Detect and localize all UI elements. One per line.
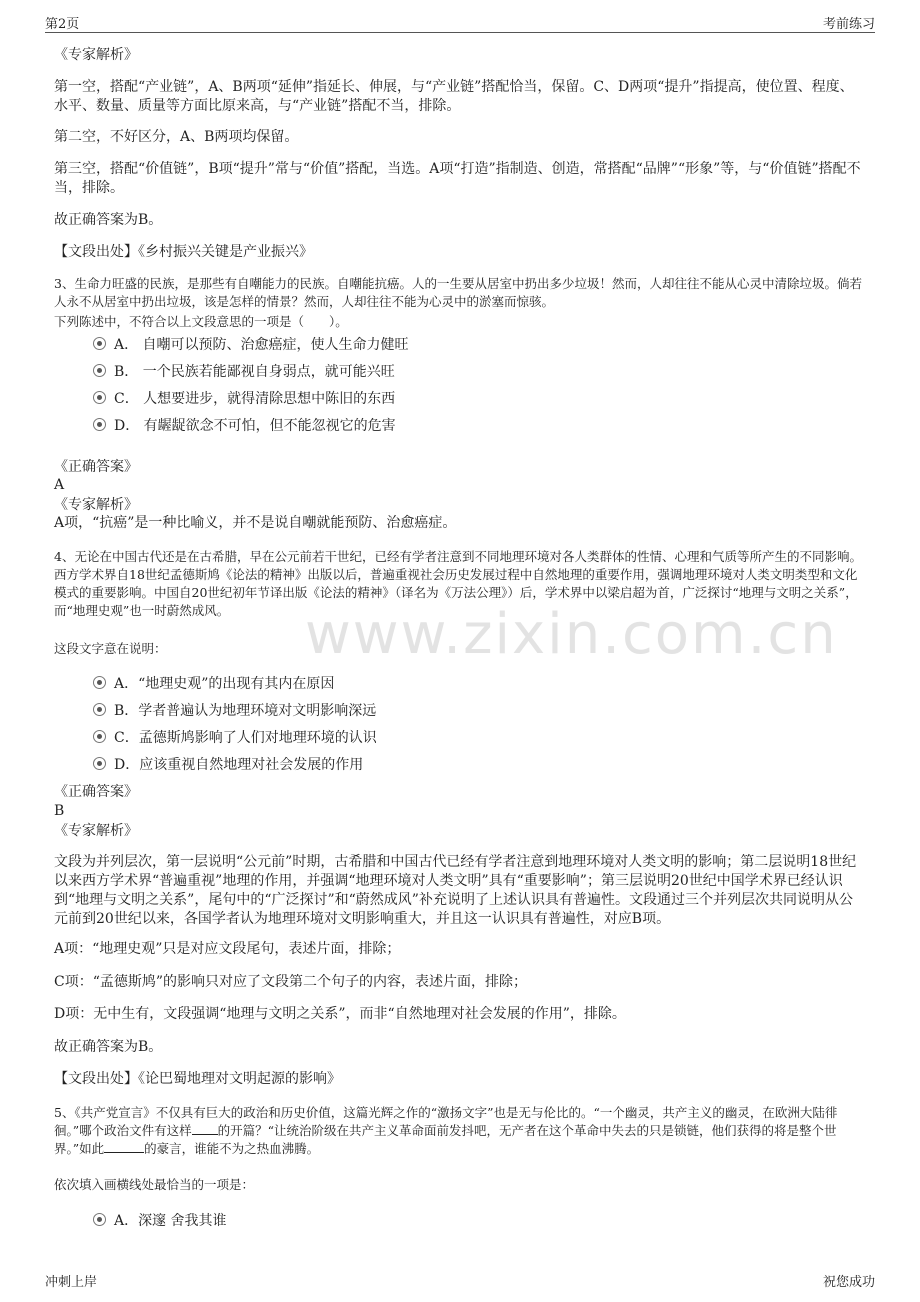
watermark: www.zixin.com.cn [305, 602, 838, 667]
radio-icon[interactable] [93, 337, 106, 350]
q2-analysis-p2: 第二空，不好区分，A、B两项均保留。 [54, 129, 299, 145]
radio-icon[interactable] [93, 364, 106, 377]
q4-analysis-label: 《专家解析》 [54, 823, 138, 839]
blank-1 [192, 1122, 218, 1135]
q4-stem: 4、无论在中国古代还是在古希腊，早在公元前若干世纪，已经有学者注意到不同地理环境对各人类群体的性情、心理和气质等所产生的不同影响。西方学术界自18世纪孟德斯鸠《论法的精神》出版以后，普遍重视社会历史发展过程中自然地理的重要作用，强调地理环境对人类文明类型和文化模式的重要影响。中国自20世纪初年节译出版《论法的精神》（译名为《万法公理》）后，学术界中以梁启超为首，广泛探讨“地理与文明之关系”，而“地理史观”也一时蔚然成风。 [54, 549, 862, 618]
q3-option-c[interactable]: C． 人想要进步，就得清除思想中陈旧的东西 [93, 390, 395, 409]
q4-analysis-p2: A项：“地理史观”只是对应文段尾句，表述片面，排除； [54, 941, 401, 957]
footer-left-text: 冲刺上岸 [45, 1275, 98, 1290]
q4-source: 【文段出处】《论巴蜀地理对文明起源的影响》 [54, 1071, 341, 1087]
q4-answer-label: 《正确答案》 [54, 784, 138, 800]
radio-icon[interactable] [93, 391, 106, 404]
q2-source: 【文段出处】《乡村振兴关键是产业振兴》 [54, 244, 313, 260]
q4-option-d[interactable]: D．应该重视自然地理对社会发展的作用 [93, 756, 363, 775]
q2-analysis-label: 《专家解析》 [54, 47, 138, 63]
footer-right-text: 祝您成功 [822, 1275, 875, 1290]
q4-analysis-p4: D项：无中生有，文段强调“地理与文明之关系”，而非“自然地理对社会发展的作用”，排除。 [54, 1006, 626, 1022]
q5-stem: 5、《共产党宣言》不仅具有巨大的政治和历史价值，这篇光辉之作的“激扬文字”也是无与伦比的。“一个幽灵，共产主义的幽灵，在欧洲大陆徘徊。”哪个政治文件有这样 的开篇？“让统治阶级在共产主义革命面前发抖吧，无产者在这个革命中失去的只是锁链，他们获得的将是整个世界。”如此 的豪言，谁能不为之热血沸腾。 [54, 1105, 838, 1156]
radio-icon[interactable] [93, 418, 106, 431]
page-header [45, 10, 875, 33]
q2-analysis-p4: 故正确答案为B。 [54, 212, 163, 228]
q2-analysis-p1: 第一空，搭配“产业链”，A、B两项“延伸”指延长、伸展，与“产业链”搭配恰当，保留。C、D两项“提升”指提高，使位置、程度、水平、数量、质量等方面比原来高，与“产业链”搭配不当，排除。 [54, 79, 854, 114]
radio-icon[interactable] [93, 676, 106, 689]
q3-option-d[interactable]: D． 有龌龊欲念不可怕，但不能忽视它的危害 [93, 417, 396, 436]
q5-option-a[interactable]: A．深邃 舍我其谁 [93, 1212, 227, 1231]
q3-answer-label: 《正确答案》 [54, 459, 138, 475]
page-number: 第2页 [45, 17, 80, 32]
q4-analysis-p5: 故正确答案为B。 [54, 1039, 163, 1055]
radio-icon[interactable] [93, 757, 106, 770]
q4-option-b[interactable]: B．学者普遍认为地理环境对文明影响深远 [93, 702, 376, 721]
q4-analysis-p1: 文段为并列层次，第一层说明“公元前”时期，古希腊和中国古代已经有学者注意到地理环境对人类文明的影响；第二层说明18世纪以来西方学术界“普遍重视”地理的作用，并强调“地理环境对人类文明”具有“重要影响”；第三层说明20世纪中国学术界已经认识到“地理与文明之关系”，尾句中的“广泛探讨”和“蔚然成风”补充说明了上述认识具有普遍性。文段通过三个并列层次共同说明从公元前到20世纪以来，各国学者认为地理环境对文明影响重大，并且这一认识具有普遍性，对应B项。 [54, 854, 857, 927]
radio-icon[interactable] [93, 703, 106, 716]
q3-option-a[interactable]: A． 自嘲可以预防、治愈癌症，使人生命力健旺 [93, 336, 409, 355]
q4-answer: B [54, 803, 65, 819]
q3-answer: A [54, 477, 65, 493]
q4-option-a[interactable]: A．“地理史观”的出现有其内在原因 [93, 675, 334, 694]
q3-stem: 3、生命力旺盛的民族，是那些有自嘲能力的民族。自嘲能抗癌。人的一生要从居室中扔出多少垃圾！然而，人却往往不能从心灵中清除垃圾。倘若人永不从居室中扔出垃圾，该是怎样的情景？然而，人却往往不能为心灵中的淤塞而惊骇。 [54, 276, 862, 309]
q5-prompt: 依次填入画横线处最恰当的一项是： [54, 1177, 255, 1192]
q3-prompt: 下列陈述中，不符合以上文段意思的一项是（ ）。 [54, 314, 348, 329]
q4-option-c[interactable]: C．孟德斯鸠影响了人们对地理环境的认识 [93, 729, 377, 748]
q4-analysis-p3: C项：“孟德斯鸠”的影响只对应了文段第二个句子的内容，表述片面，排除； [54, 974, 528, 990]
radio-icon[interactable] [93, 1213, 106, 1226]
q3-analysis-label: 《专家解析》 [54, 497, 138, 513]
q3-option-b[interactable]: B． 一个民族若能鄙视自身弱点，就可能兴旺 [93, 363, 395, 382]
q4-prompt: 这段文字意在说明： [54, 641, 167, 656]
radio-icon[interactable] [93, 730, 106, 743]
header-title: 考前练习 [822, 17, 875, 32]
q2-analysis-p3: 第三空，搭配“价值链”，B项“提升”常与“价值”搭配，当选。A项“打造”指制造、创造，常搭配“品牌”“形象”等，与“价值链”搭配不当，排除。 [54, 161, 861, 196]
blank-2 [104, 1140, 144, 1153]
q3-analysis: A项，“抗癌”是一种比喻义，并不是说自嘲就能预防、治愈癌症。 [54, 515, 457, 531]
